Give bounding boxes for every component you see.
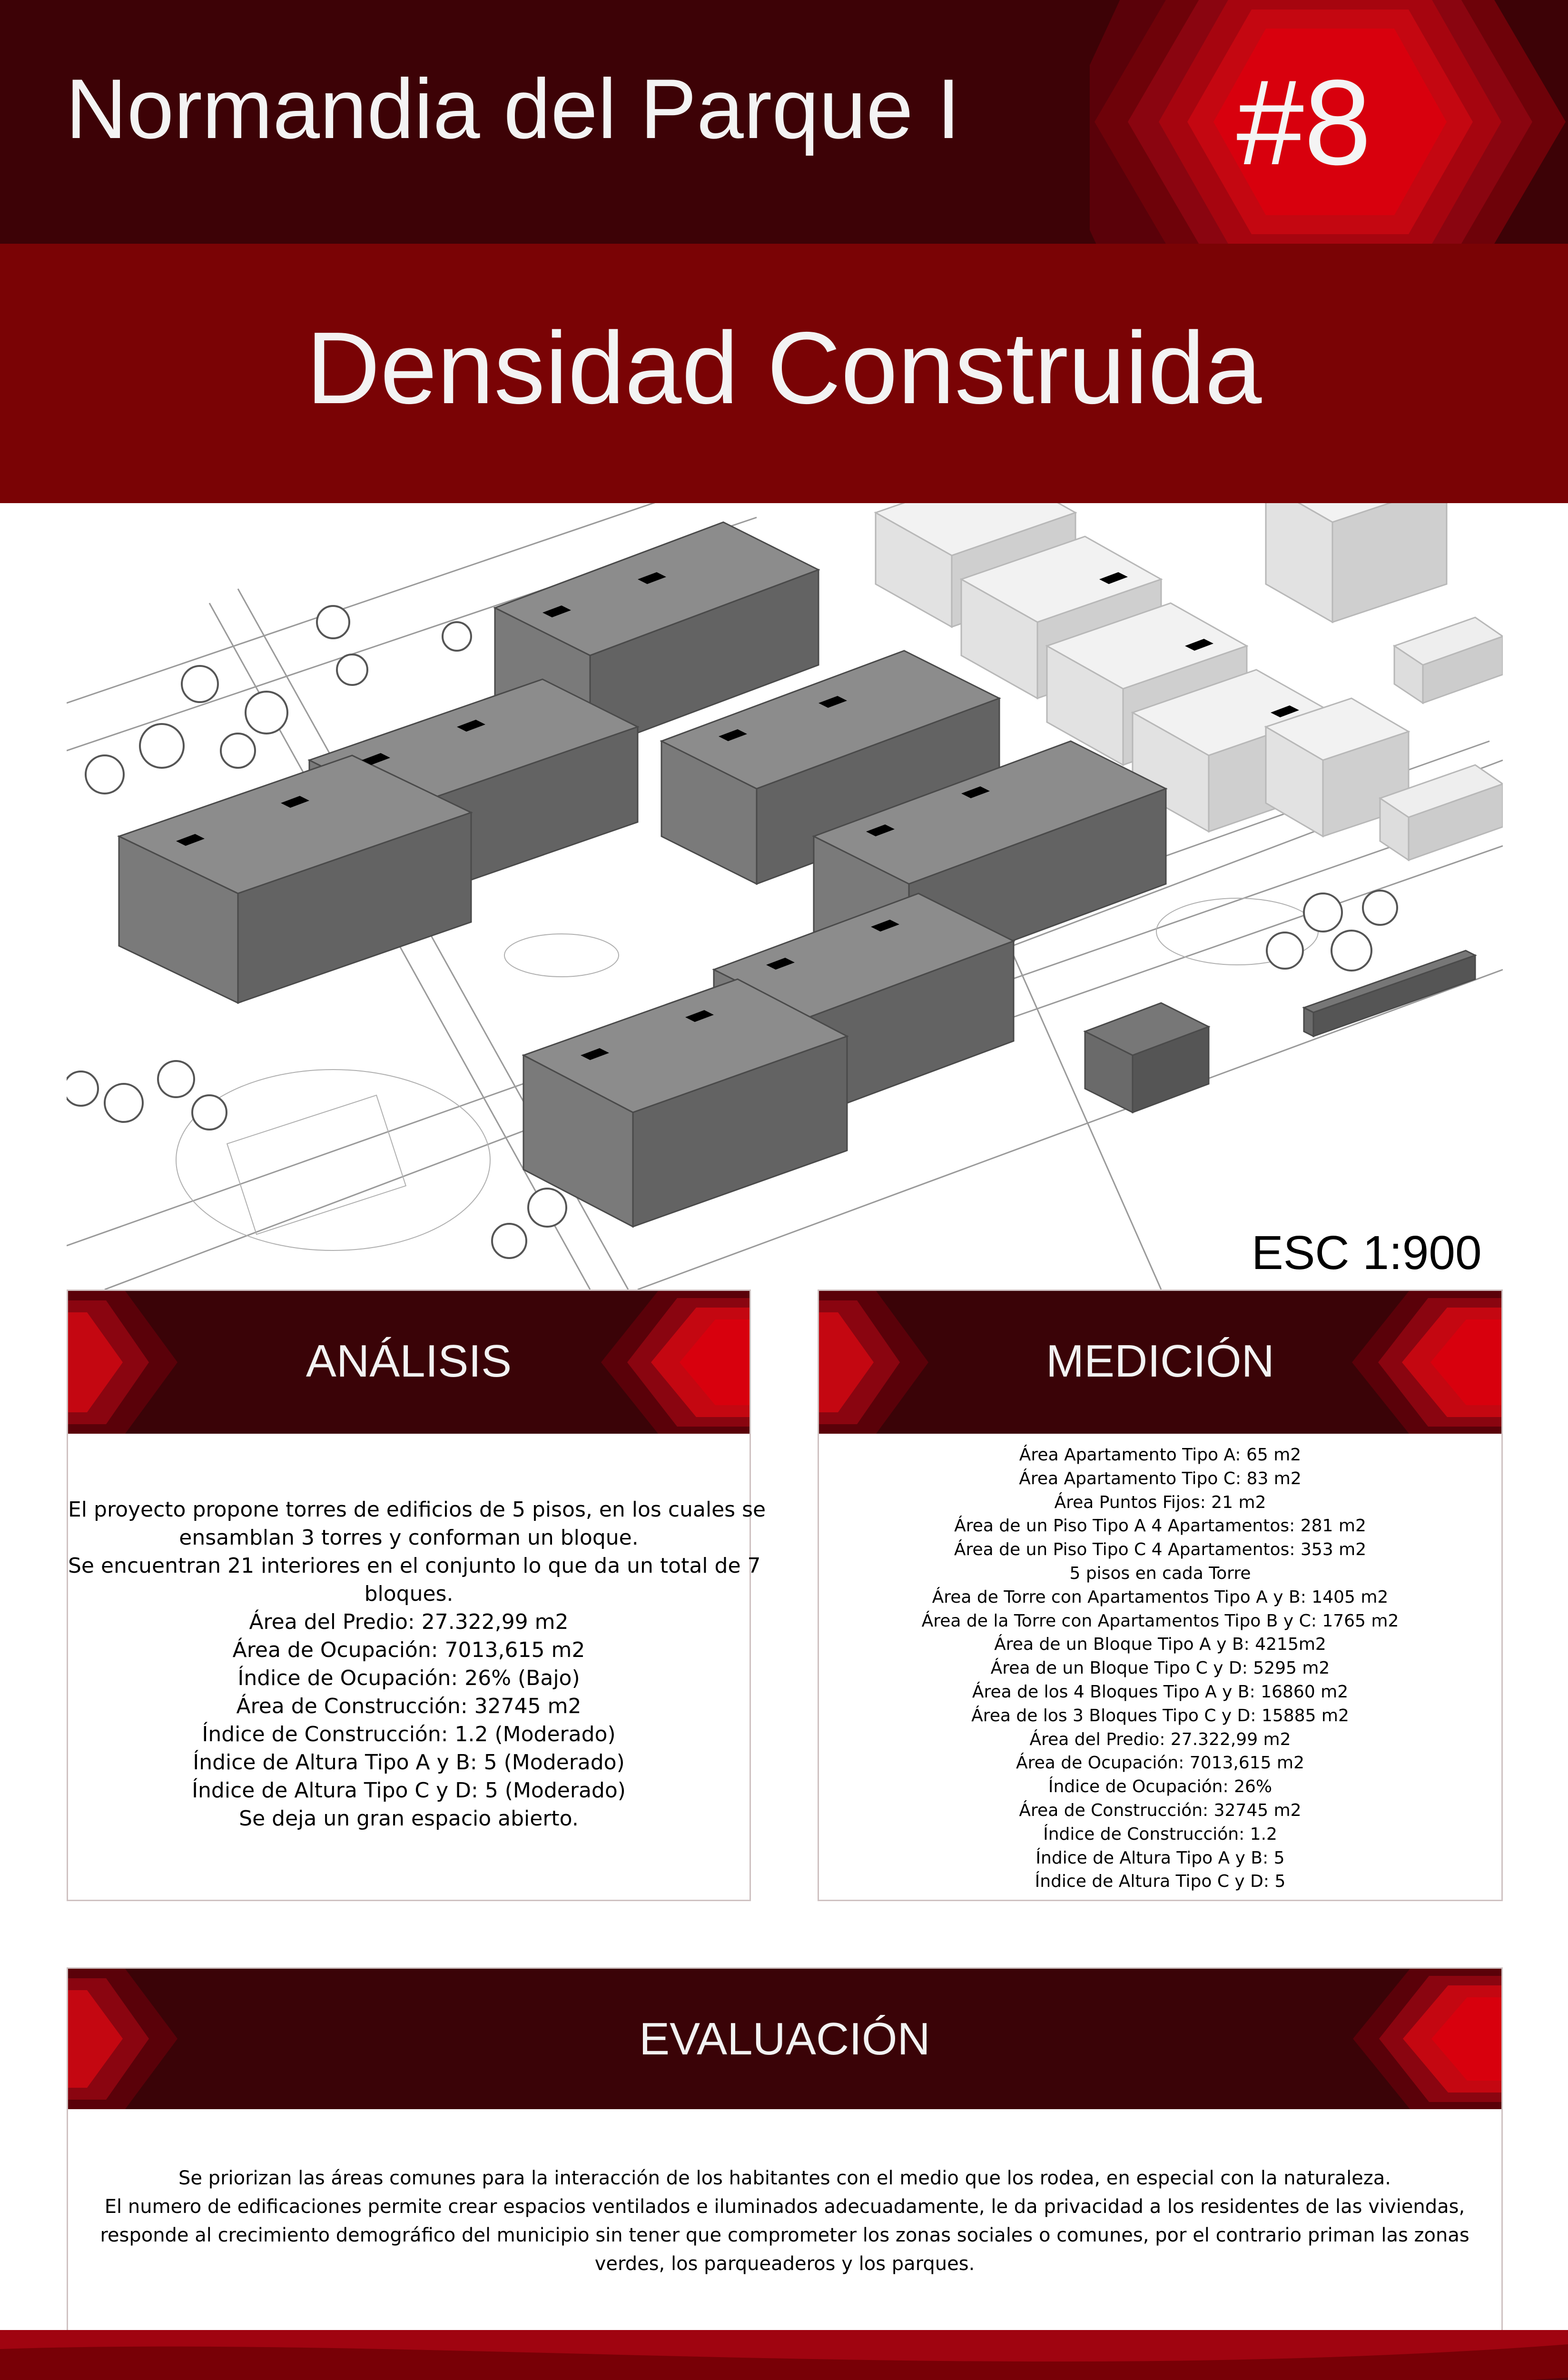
medicion-line: Área Apartamento Tipo A: 65 m2 bbox=[1019, 1445, 1302, 1465]
medicion-line: Índice de Ocupación: 26% bbox=[1048, 1777, 1272, 1797]
medicion-line: Área de un Bloque Tipo A y B: 4215m2 bbox=[994, 1635, 1326, 1655]
medicion-line: Área Puntos Fijos: 21 m2 bbox=[1054, 1492, 1266, 1512]
analisis-body bbox=[68, 1496, 766, 1833]
medicion-line: Índice de Altura Tipo C y D: 5 bbox=[1035, 1872, 1286, 1892]
medicion-body bbox=[819, 1443, 1501, 1894]
analisis-line: Índice de Altura Tipo C y D: 5 (Moderado) bbox=[192, 1778, 626, 1803]
medicion-line: Área de un Piso Tipo C 4 Apartamentos: 353 m2 bbox=[954, 1540, 1367, 1560]
medicion-line: 5 pisos en cada Torre bbox=[1069, 1563, 1251, 1583]
medicion-line: Área de Ocupación: 7013,615 m2 bbox=[1016, 1753, 1304, 1773]
page-title: Normandia del Parque I bbox=[66, 61, 960, 156]
medicion-banner bbox=[819, 1291, 1501, 1434]
analisis-panel bbox=[67, 1289, 766, 1901]
scale-label: ESC 1:900 bbox=[1252, 1226, 1482, 1279]
evaluacion-banner bbox=[68, 1969, 1501, 2109]
footer-wave-ornament bbox=[0, 2330, 1568, 2380]
medicion-line: Área de los 4 Bloques Tipo A y B: 16860 m2 bbox=[972, 1682, 1349, 1702]
analisis-line: Área de Construcción: 32745 m2 bbox=[236, 1694, 582, 1718]
analisis-title: ANÁLISIS bbox=[306, 1336, 512, 1387]
site-axonometric-drawing bbox=[67, 503, 1503, 1289]
evaluacion-line: verdes, los parqueaderos y los parques. bbox=[594, 2253, 975, 2275]
evaluacion-line: responde al crecimiento demográfico del municipio sin tener que comprometer los zonas sociales o comunes, por el contrario priman las zonas bbox=[100, 2224, 1469, 2246]
medicion-line: Área de los 3 Bloques Tipo C y D: 15885 m2 bbox=[971, 1706, 1349, 1726]
medicion-line: Índice de Construcción: 1.2 bbox=[1043, 1824, 1277, 1844]
analisis-line: Área del Predio: 27.322,99 m2 bbox=[249, 1610, 569, 1634]
medicion-line: Área Apartamento Tipo C: 83 m2 bbox=[1019, 1468, 1302, 1488]
analisis-line: Área de Ocupación: 7013,615 m2 bbox=[232, 1638, 585, 1662]
evaluacion-panel bbox=[67, 1967, 1503, 2334]
analisis-line: El proyecto propone torres de edificios de 5 pisos, en los cuales se bbox=[68, 1497, 766, 1522]
analisis-line: Índice de Altura Tipo A y B: 5 (Moderado) bbox=[193, 1750, 625, 1775]
analisis-banner bbox=[68, 1291, 749, 1434]
analisis-line: bloques. bbox=[364, 1582, 454, 1606]
axonometric-plan-image bbox=[67, 503, 1503, 1289]
medicion-title: MEDICIÓN bbox=[1046, 1336, 1274, 1387]
footer-band bbox=[0, 2330, 1568, 2380]
analisis-line: Índice de Ocupación: 26% (Bajo) bbox=[237, 1666, 580, 1690]
medicion-line: Área del Predio: 27.322,99 m2 bbox=[1029, 1729, 1291, 1749]
subtitle-band bbox=[0, 244, 1568, 503]
project-number: #8 bbox=[1236, 55, 1371, 190]
medicion-line: Área de Construcción: 32745 m2 bbox=[1019, 1800, 1302, 1820]
page-subtitle: Densidad Construida bbox=[306, 310, 1262, 425]
evaluacion-body bbox=[68, 2164, 1501, 2278]
medicion-line: Área de Torre con Apartamentos Tipo A y B: 1405 m2 bbox=[932, 1587, 1389, 1607]
analisis-line: Se deja un gran espacio abierto. bbox=[239, 1806, 579, 1831]
analisis-line: ensamblan 3 torres y conforman un bloque. bbox=[179, 1526, 639, 1550]
evaluacion-line: Se priorizan las áreas comunes para la interacción de los habitantes con el medio que los rodea, en especial con la naturaleza. bbox=[178, 2167, 1391, 2189]
medicion-panel bbox=[818, 1289, 1503, 1901]
evaluacion-title: EVALUACIÓN bbox=[639, 2013, 930, 2064]
analisis-line: Se encuentran 21 interiores en el conjunto lo que da un total de 7 bbox=[68, 1554, 761, 1578]
header-band bbox=[0, 0, 1568, 244]
evaluacion-line: El numero de edificaciones permite crear espacios ventilados e iluminados adecuadamente, le da privacidad a los residentes de las viviendas, bbox=[104, 2196, 1465, 2218]
analisis-line: Índice de Construcción: 1.2 (Moderado) bbox=[202, 1722, 616, 1746]
medicion-line: Área de un Piso Tipo A 4 Apartamentos: 281 m2 bbox=[954, 1516, 1366, 1536]
medicion-line: Índice de Altura Tipo A y B: 5 bbox=[1035, 1848, 1285, 1868]
medicion-line: Área de un Bloque Tipo C y D: 5295 m2 bbox=[990, 1658, 1330, 1678]
medicion-line: Área de la Torre con Apartamentos Tipo B y C: 1765 m2 bbox=[921, 1611, 1399, 1631]
